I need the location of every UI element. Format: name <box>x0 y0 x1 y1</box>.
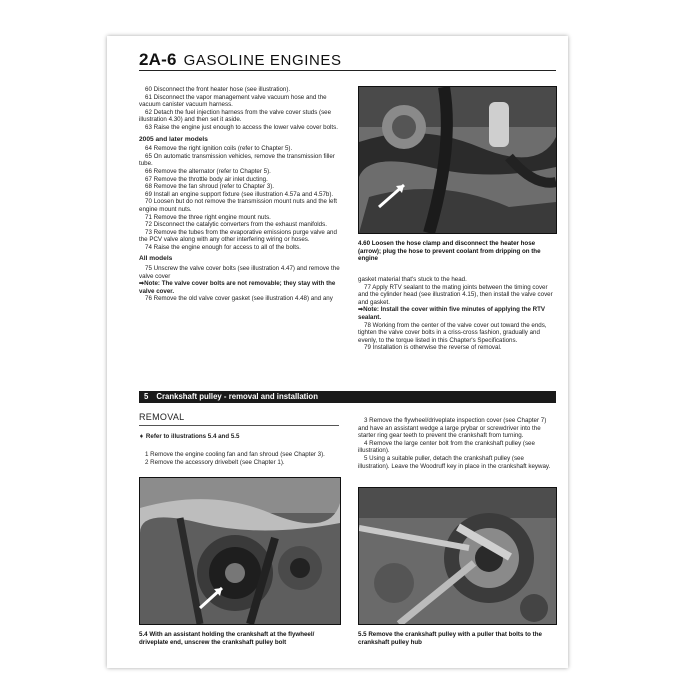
step-71: 71 Remove the three right engine mount nuts. <box>145 213 271 221</box>
step-70: 70 Loosen but do not remove the transmission mount nuts and the left engine mount nuts. <box>139 198 337 213</box>
page-header <box>139 50 342 70</box>
section-number: 5 <box>144 392 149 401</box>
caption-5-5: 5.5 Remove the crankshaft pulley with a puller that bolts to the crankshaft pulley hub <box>358 631 542 646</box>
step-5-1: 1 Remove the engine cooling fan and fan shroud (see Chapter 3). <box>145 451 325 458</box>
section-5-title-bar <box>139 391 556 403</box>
header-rule <box>139 70 556 71</box>
step-79: 79 Installation is otherwise the reverse of removal. <box>364 344 502 352</box>
step-60: 60 Disconnect the front heater hose (see illustration). <box>145 86 291 93</box>
section-5-right-steps <box>358 417 556 470</box>
step-64: 64 Remove the right ignition coils (refer to Chapter 5). <box>145 145 293 153</box>
step-76: 76 Remove the old valve cover gasket (see illustration 4.48) and any <box>145 295 333 303</box>
page-title: GASOLINE ENGINES <box>183 52 342 69</box>
step-78: 78 Working from the center of the valve cover out toward the ends, tighten the valve cover bolts in a criss-cross fashion, gradually and evenly, to the torque listed in this Chapter's Specifications. <box>358 321 547 344</box>
photo-5-4-crankshaft-bolt <box>139 477 341 625</box>
step-73: 73 Remove the tubes from the evaporative emissions purge valve and the PCV valve along with any other interfering wiring or hoses. <box>139 228 337 244</box>
step-5-5: 5 Using a suitable puller, detach the crankshaft pulley (see illustration). Leave the Woodruff key in place in the crankshaft keyway. <box>358 454 551 470</box>
caption-4-60: 4.60 Loosen the hose clamp and disconnect the heater hose (arrow); plug the hose to prevent coolant from dripping on the engine <box>358 240 541 263</box>
step-76-continued: gasket material that's stuck to the head. <box>358 276 467 283</box>
photo-4-60-heater-hose <box>358 86 557 234</box>
subheading-2005: 2005 and later models <box>139 135 208 143</box>
step-67: 67 Remove the throttle body air inlet ducting. <box>145 175 268 183</box>
caption-5-4: 5.4 With an assistant holding the crankshaft at the flywheel/ driveplate end, unscrew the crankshaft pulley bolt <box>139 631 315 646</box>
section-5-left-steps <box>139 451 341 466</box>
step-61: 61 Disconnect the vapor management valve vacuum hose and the vacuum canister vacuum harness. <box>139 93 327 109</box>
step-66: 66 Remove the alternator (refer to Chapter 5). <box>145 167 271 175</box>
removal-heading: REMOVAL <box>139 412 185 422</box>
left-column-steps <box>139 86 341 303</box>
step-5-2: 2 Remove the accessory drivebelt (see Chapter 1). <box>145 458 285 466</box>
step-62: 62 Detach the fuel injection harness from the valve cover studs (see illustration 4.30) and then set it aside. <box>139 108 332 124</box>
step-75: 75 Unscrew the valve cover bolts (see illustration 4.47) and remove the valve cover <box>139 265 340 280</box>
refer-illustrations: ➧ Refer to illustrations 5.4 and 5.5 <box>139 433 240 440</box>
subheading-all-models: All models <box>139 255 173 263</box>
step-72: 72 Disconnect the catalytic converters from the exhaust manifolds. <box>145 221 327 229</box>
note-rtv-sealant: ➡Note: Install the cover within five minutes of applying the RTV sealant. <box>358 306 546 321</box>
photo-5-5-puller <box>358 487 557 625</box>
step-69: 69 Install an engine support fixture (see illustration 4.57a and 4.57b). <box>145 190 334 198</box>
step-63: 63 Raise the engine just enough to access the lower valve cover bolts. <box>145 123 338 131</box>
step-77: 77 Apply RTV sealant to the mating joints between the timing cover and the cylinder head (see illustration 4.15), then install the valve cover and gasket. <box>358 283 553 306</box>
page-section-number: 2A-6 <box>139 50 177 69</box>
section-title: Crankshaft pulley - removal and installation <box>156 392 318 401</box>
step-65: 65 On automatic transmission vehicles, remove the transmission filler tube. <box>139 152 335 168</box>
step-5-3: 3 Remove the flywheel/driveplate inspection cover (see Chapter 7) and have an assistant wedge a large prybar or screwdriver into the starter ring gear teeth to prevent the crankshaft from turning. <box>358 417 547 440</box>
right-column-steps <box>358 276 556 352</box>
step-5-4: 4 Remove the large center bolt from the crankshaft pulley (see illustration). <box>358 439 535 455</box>
step-68: 68 Remove the fan shroud (refer to Chapter 3). <box>145 183 274 191</box>
step-74: 74 Raise the engine enough for access to all of the bolts. <box>145 243 301 251</box>
note-valve-cover-bolts: ➡Note: The valve cover bolts are not removable; they stay with the valve cover. <box>139 280 336 295</box>
removal-rule <box>139 425 339 426</box>
